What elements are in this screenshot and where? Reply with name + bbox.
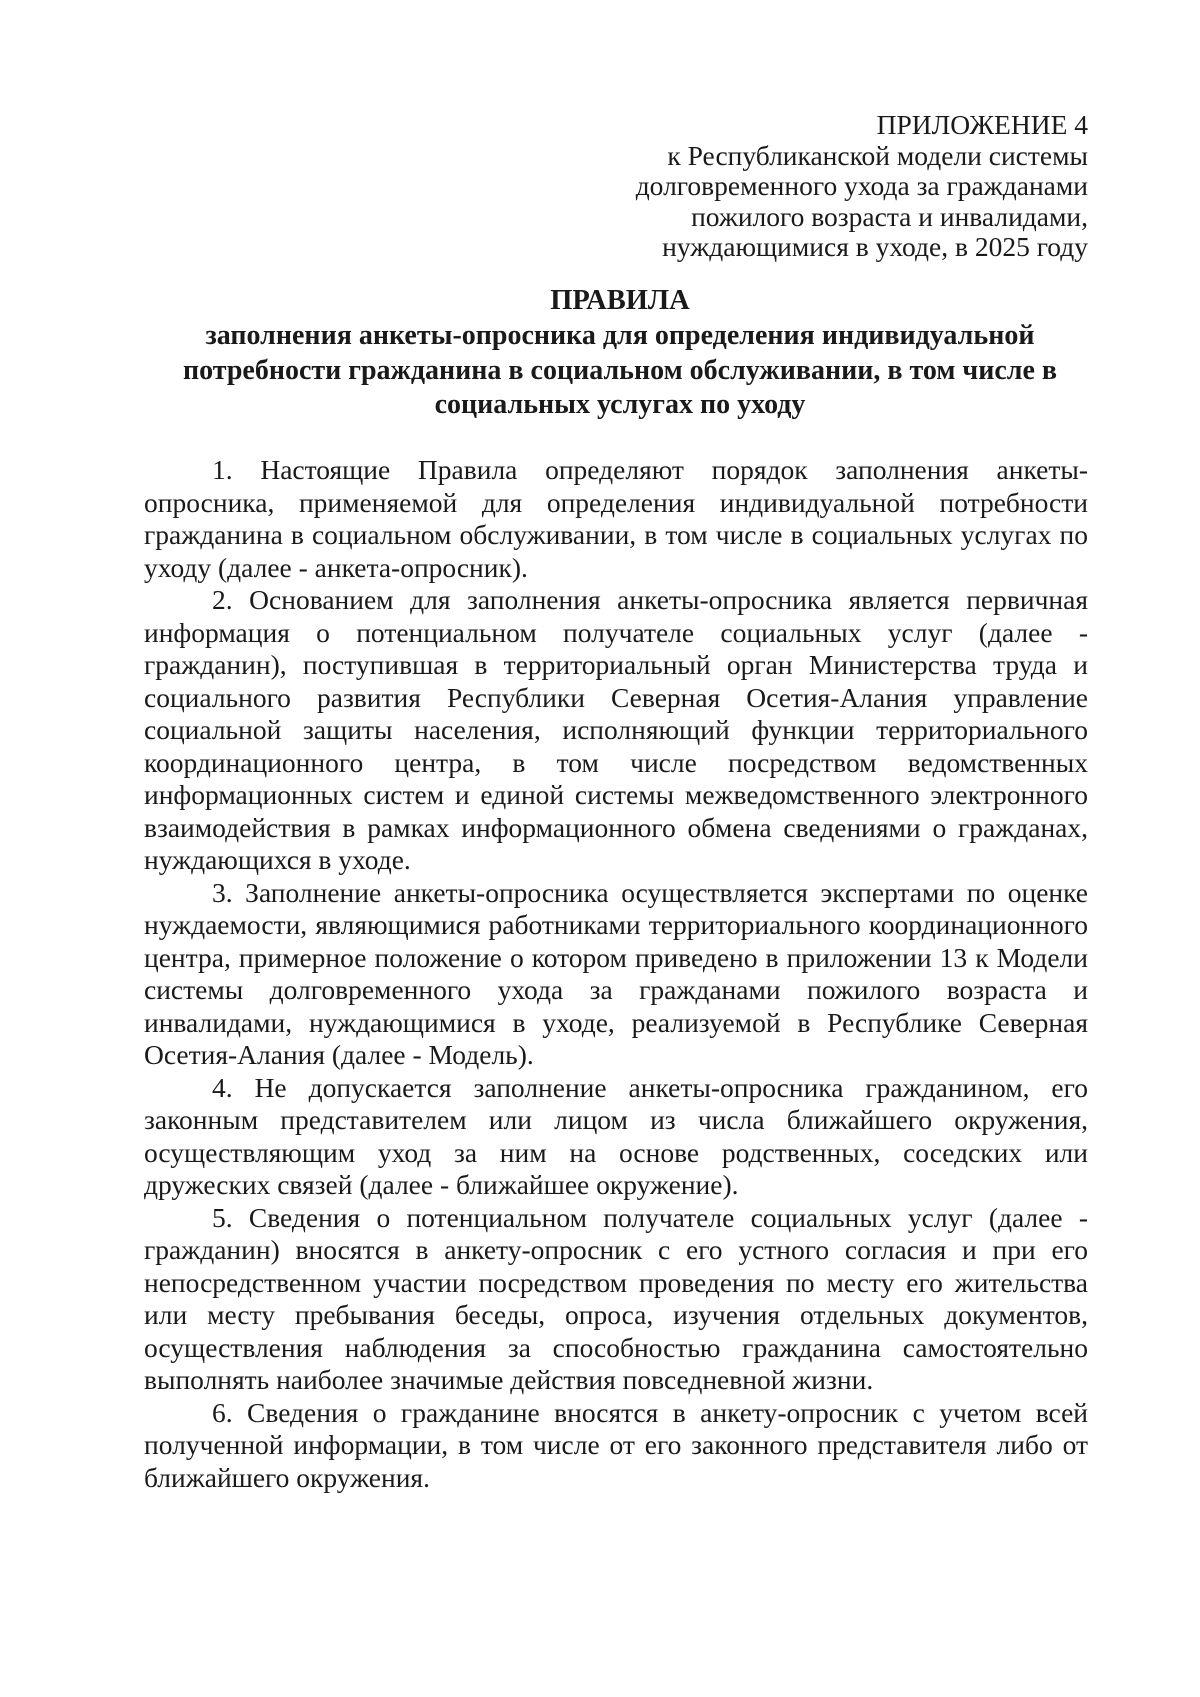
subtitle-line: социальных услугах по уходу — [434, 389, 806, 420]
title-main: ПРАВИЛА — [550, 285, 690, 316]
document-title — [140, 284, 1100, 423]
title-subtitle — [140, 319, 1100, 423]
subtitle-line: заполнения анкеты-опросника для определения индивидуальной — [205, 320, 1035, 351]
paragraph-1: 1. Настоящие Правила определяют порядок заполнения анкеты-опросника, применяемой для определения индивидуальной потребности гражданина в социальном обслуживании, в том числе в социальных услугах по уходу (далее - анкета-опросник). — [144, 454, 1088, 583]
document-body — [144, 454, 1088, 1494]
appendix-line: пожилого возраста и инвалидами, — [691, 200, 1088, 232]
appendix-number: ПРИЛОЖЕНИЕ 4 — [876, 109, 1088, 140]
appendix-line: долговременного ухода за гражданами — [635, 170, 1088, 201]
paragraph-6: 6. Сведения о гражданине вносятся в анкету-опросник с учетом всей полученной информации, в том числе от его законного представителя либо от ближайшего окружения. — [144, 1396, 1088, 1493]
appendix-line: нуждающимися в уходе, в 2025 году — [662, 231, 1088, 262]
appendix-line: к Республиканской модели системы — [667, 139, 1088, 171]
paragraph-5: 5. Сведения о потенциальном получателе социальных услуг (далее - гражданин) вносятся в анкету-опросник с его устного согласия и при его непосредственном участии посредством проведения по месту его жительства или месту пребывания беседы, опроса, изучения отдельных документов, осуществления наблюдения за способностью гражданина самостоятельно выполнять наиболее значимые действия повседневной жизни. — [144, 1201, 1088, 1395]
subtitle-line: потребности гражданина в социальном обслуживании, в том числе в — [182, 354, 1058, 386]
appendix-header — [636, 110, 1088, 263]
paragraph-2: 2. Основанием для заполнения анкеты-опросника является первичная информация о потенциальном получателе социальных услуг (далее - гражданин), поступившая в территориальный орган Министерства труда и социального развития Республики Северная Осетия-Алания управление социальной защиты населения, исполняющий функции территориального координационного центра, в том числе посредством ведомственных информационных систем и единой системы межведомственного электронного взаимодействия в рамках информационного обмена сведениями о гражданах, нуждающихся в уходе. — [144, 584, 1088, 875]
paragraph-3: 3. Заполнение анкеты-опросника осуществляется экспертами по оценке нуждаемости, являющимися работниками территориального координационного центра, примерное положение о котором приведено в приложении 13 к Модели системы долговременного ухода за гражданами пожилого возраста и инвалидами, нуждающимися в уходе, реализуемой в Республике Северная Осетия-Алания (далее - Модель). — [144, 876, 1088, 1070]
paragraph-4: 4. Не допускается заполнение анкеты-опросника гражданином, его законным представителем или лицом из числа ближайшего окружения, осуществляющим уход за ним на основе родственных, соседских или дружеских связей (далее - ближайшее окружение). — [144, 1071, 1088, 1200]
